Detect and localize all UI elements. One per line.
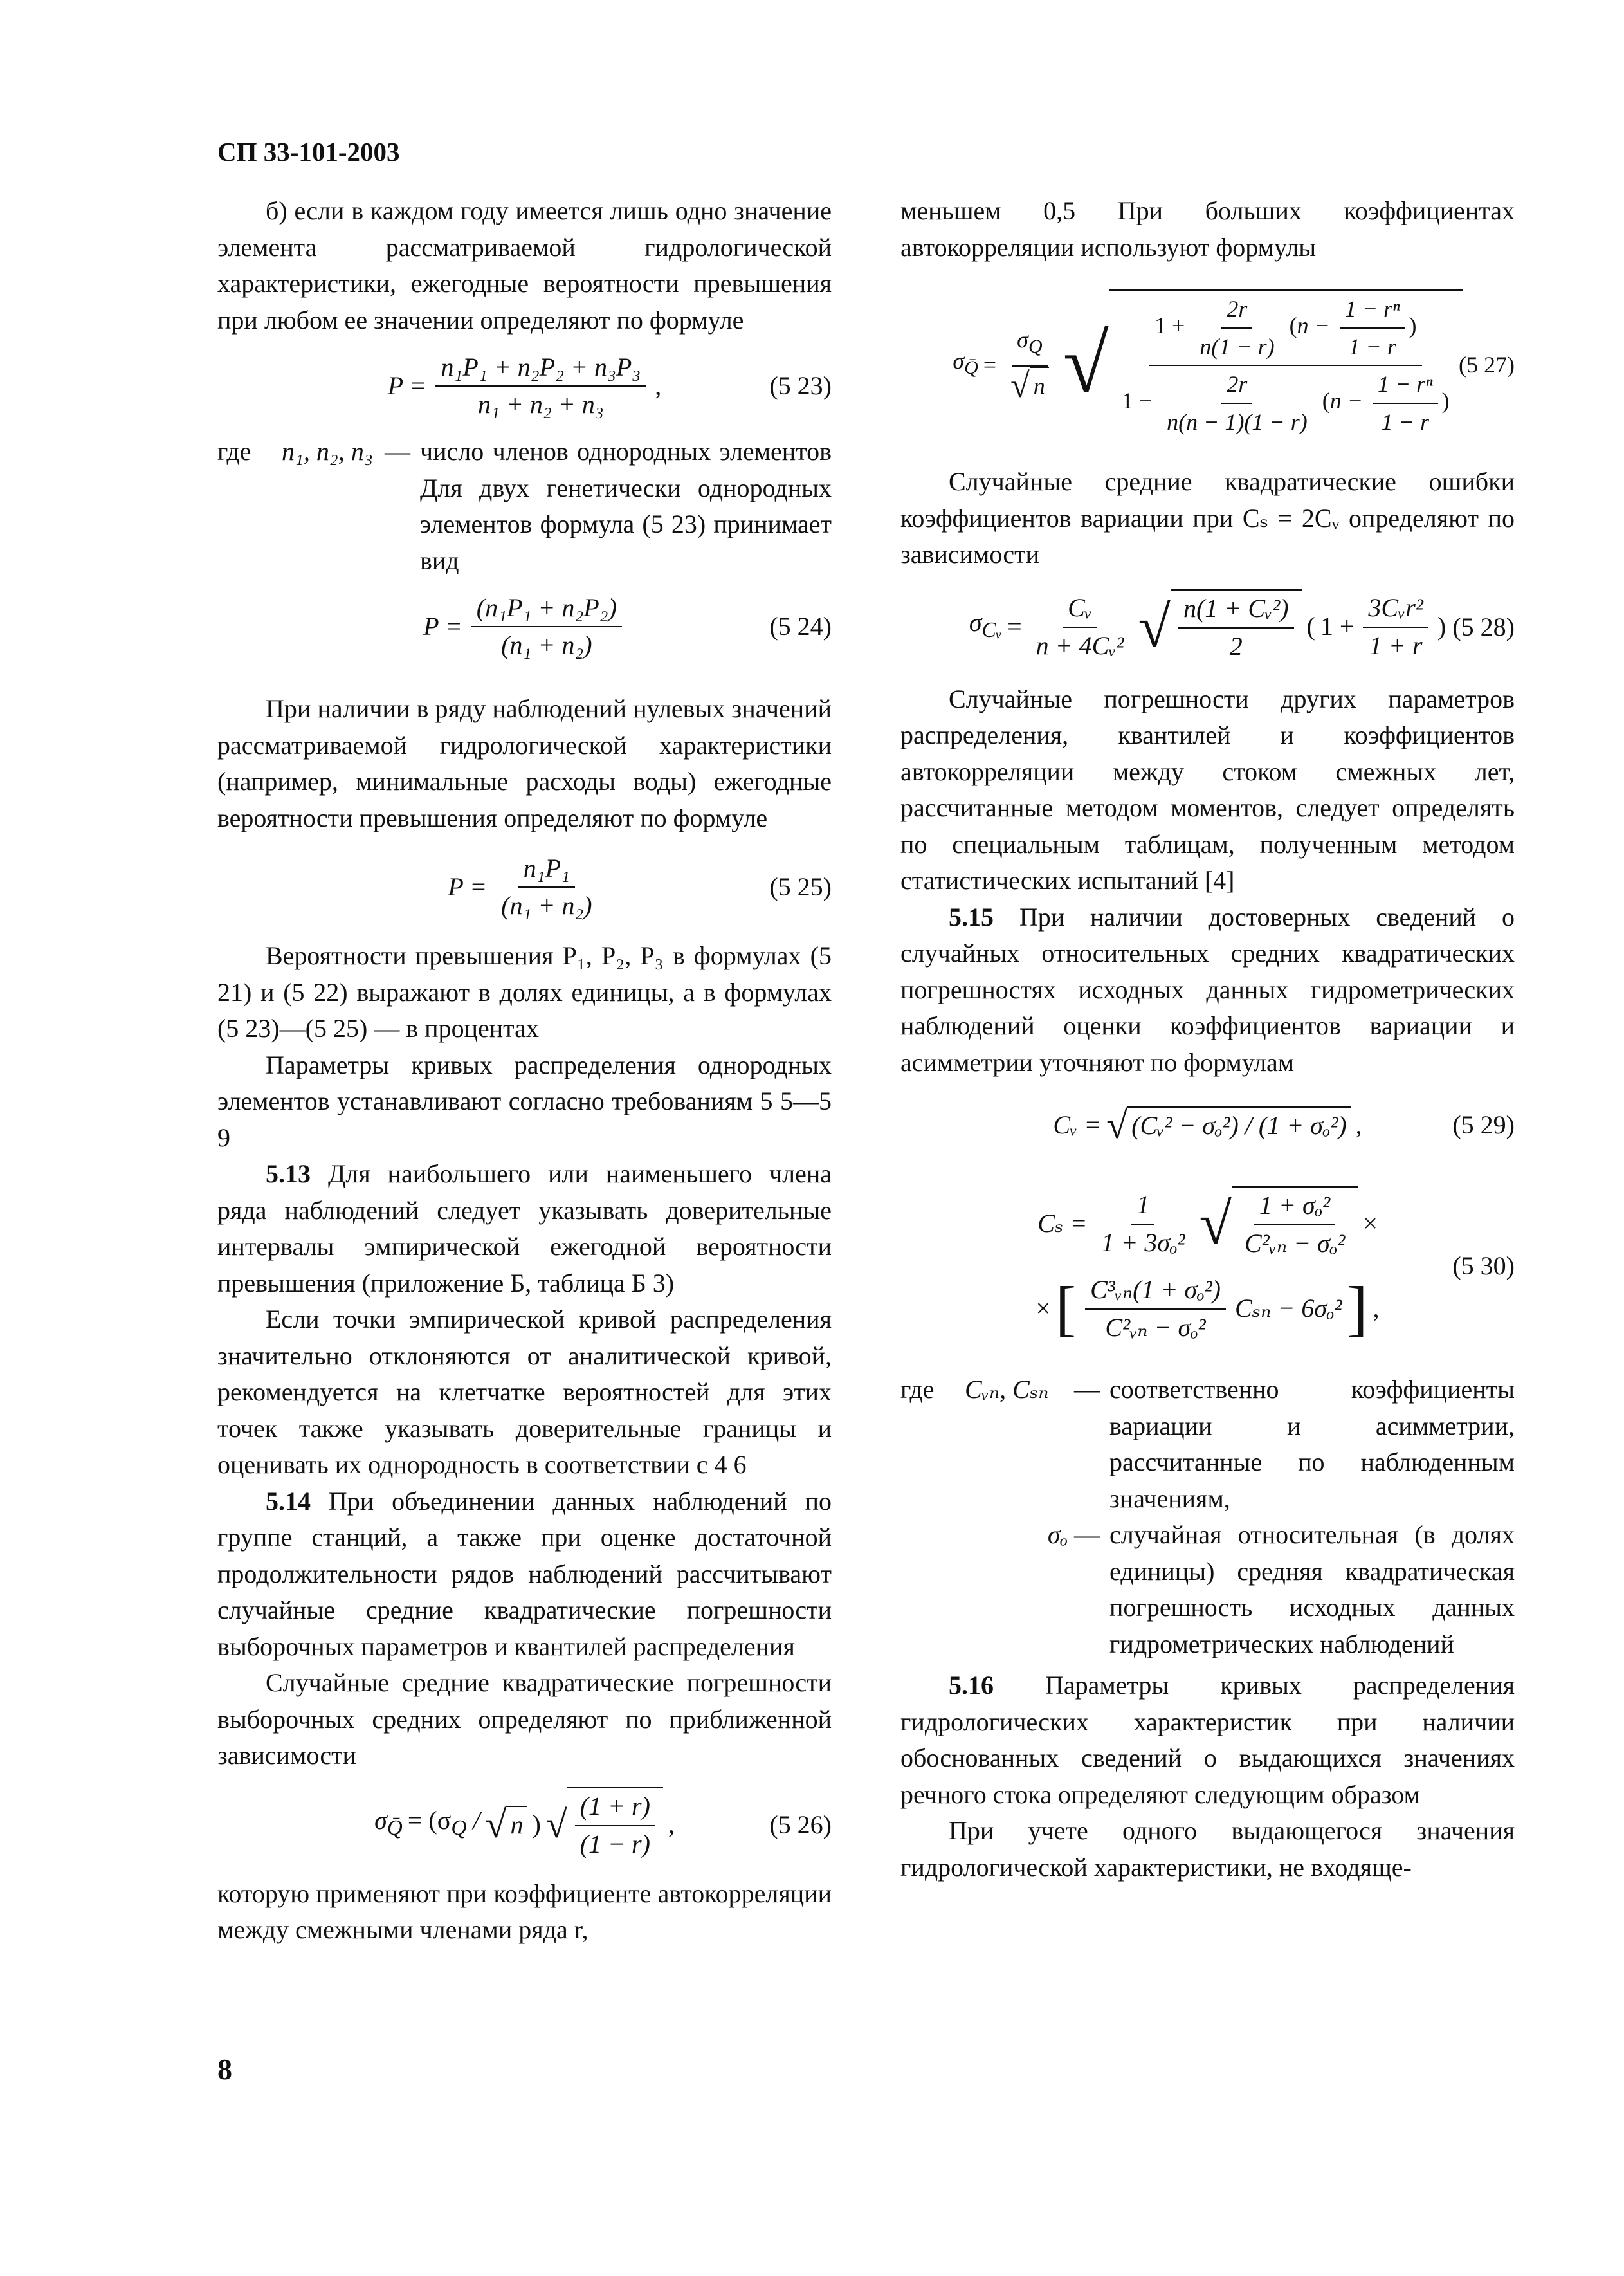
where-symbol: n₁, n₂, n₃ xyxy=(282,437,373,466)
paragraph: При учете одного выдающегося значения гидрологической характеристики, не входяще- xyxy=(900,1816,1515,1882)
eq-lhs: Cᵥ = xyxy=(1053,1110,1102,1139)
where-word: где xyxy=(900,1375,935,1404)
where-dash: — xyxy=(385,437,410,466)
equation-5-28: $\sigma_{Cᵥ}$ = $\frac{\text{Cᵥ}}{\text{n + 4Cᵥ²}}$ √ $\frac{\text{n(1 + Cᵥ²)}}{2}$ ( 1 + $\frac{\text{3Cᵥr²}}{1 + r}$ ) (5 28) xyxy=(900,582,1515,672)
section-text: При объединении данных наблюдений по группе станций, а также при оценке достаточной продолжительности рядов наблюдений рассчитывают случайные средние квадратические погрешности выборочных параметров и квантилей распределения xyxy=(217,1486,832,1661)
eq-lhs: $\sigma_{Cᵥ}$ xyxy=(969,608,1003,643)
eq-numerator: n₁P₁ + n₂P₂ + n₃P₃ xyxy=(435,349,646,387)
equation-5-30 xyxy=(900,1170,1515,1363)
eq-numerator: (1 + r) xyxy=(575,1788,655,1826)
eq-numerator: $\sigma_Q$ xyxy=(1012,322,1047,367)
eq-number: (5 26) xyxy=(769,1810,832,1839)
eq-root: √ (Cᵥ² − σₒ²) / (1 + σₒ²) xyxy=(1106,1106,1350,1144)
section-text: Для наибольшего или наименьшего члена ряда наблюдений следует указывать доверительные интервалы эмпирической ежегодной вероятности превышения (приложение Б, таблица Б 3) xyxy=(217,1159,832,1298)
section-text: При наличии достоверных сведений о случайных относительных средних квадратических погрешностях исходных данных гидрометрических наблюдений оценки коэффициентов вариации и асимметрии уточняют по формулам xyxy=(900,902,1515,1077)
section-5-16 xyxy=(900,1667,1515,1813)
paragraph: меньшем 0,5 При больших коэффициентах автокорреляции используют формулы xyxy=(900,196,1515,262)
right-column xyxy=(900,193,1515,1886)
section-text: Параметры кривых распределения гидрологических характеристик при наличии обоснованных сведений о выдающихся значениях речного стока определяют следующим образом xyxy=(900,1671,1515,1809)
eq-root: √ n xyxy=(486,1806,527,1844)
paragraph: Случайные средние квадратические ошибки коэффициентов вариации при Cₛ = 2Cᵥ определяют по зависимости xyxy=(900,467,1515,569)
eq-denominator: √ n xyxy=(1005,367,1054,408)
eq-fraction xyxy=(471,590,622,664)
equation-5-23 xyxy=(217,347,832,425)
eq-numerator: 1 + $\frac{2r}{n(1 - r)}$ (n − $\frac{\text{1 − rⁿ}}{1 - r}$ ) xyxy=(1149,291,1422,366)
eq-root: √ $\frac{(1 + r)}{(1 - r)}$ xyxy=(546,1787,663,1862)
paragraph: При наличии в ряду наблюдений нулевых значений рассматриваемой гидрологической характеристики (например, минимальные расходы воды) ежегодные вероятности превышения определяют по формуле xyxy=(217,694,832,832)
eq-punct: , xyxy=(1355,1110,1362,1139)
eq-close: ) xyxy=(532,1810,541,1839)
eq-equals: = xyxy=(983,351,997,378)
section-number: 5.13 xyxy=(266,1159,311,1188)
eq-numerator: n₁P₁ xyxy=(518,850,575,888)
where-dash: — xyxy=(1074,1520,1100,1549)
where-legend xyxy=(900,1372,1515,1662)
page-number: 8 xyxy=(217,2053,232,2086)
eq-lhs: $\sigma_{Q̄}$ xyxy=(374,1806,403,1840)
eq-mid: = ($\sigma_Q$ / xyxy=(407,1806,480,1840)
where-word: где xyxy=(217,437,251,466)
eq-denominator: 2 xyxy=(1229,631,1243,661)
equation-5-24 xyxy=(217,588,832,665)
eq-denominator: n + 4Cᵥ² xyxy=(1036,630,1124,660)
eq-lhs: P = xyxy=(448,872,488,901)
eq-punct: , xyxy=(668,1810,675,1839)
where-legend xyxy=(217,434,832,579)
paragraph: Случайные средние квадратические погрешности выборочных средних определяют по приближенной зависимости xyxy=(217,1668,832,1770)
eq-fraction xyxy=(1005,322,1054,407)
equation-5-29 xyxy=(900,1090,1515,1161)
eq-number: (5 25) xyxy=(769,872,832,901)
where-text: число членов однородных элементов Для двух генетически однородных элементов формула (5 23) принимает вид xyxy=(420,437,832,575)
paragraph: Вероятности превышения P₁, P₂, P₃ в формулах (5 21) и (5 22) выражают в долях единицы, а в формулах (5 23)—(5 25) — в процентах xyxy=(217,941,832,1043)
section-5-14 xyxy=(217,1483,832,1666)
eq-fraction: $\frac{\text{3Cᵥr²}}{1 + r}$ xyxy=(1363,590,1428,664)
paragraph: которую применяют при коэффициенте автокорреляции между смежными членами ряда r, xyxy=(217,1878,832,1944)
where-dash: — xyxy=(1074,1375,1100,1404)
where-symbol: Cᵥₙ, Cₛₙ xyxy=(965,1375,1049,1404)
eq-denominator: 1 − $\frac{2r}{n(n - 1)(1 - r)}$ (n − $\frac{\text{1 − rⁿ}}{1 - r}$ ) xyxy=(1117,366,1455,440)
eq-denominator: n₁ + n₂ + n₃ xyxy=(478,390,604,419)
paragraph: Случайные погрешности других параметров распределения, квантилей и коэффициентов автокорреляции между стоком смежных лет, рассчитанные методом моментов, следует определять по специальным таблицам, полученным методом статистических испытаний [4] xyxy=(900,684,1515,895)
eq-number: (5 24) xyxy=(769,611,832,641)
section-5-13 xyxy=(217,1156,832,1301)
eq-numerator: Cᵥ xyxy=(1063,590,1097,628)
eq-line-1: Cₛ = $\frac{1}{\text{1 + 3σₒ²}}$ √ $\frac{\text{1 + σₒ²}}{\text{C²ᵥₙ − σₒ²}}$ × xyxy=(1037,1186,1378,1262)
section-number: 5.15 xyxy=(949,902,994,932)
eq-fraction xyxy=(1031,590,1129,664)
eq-root: √ 1 + $\frac{2r}{n(1 - r)}$ (n − $\frac{\text{1 − rⁿ}}{1 - r}$ ) 1 − $\frac{2r}{n(n - 1)(1 - r)}$ (n − $\frac{\text{1 − rⁿ}}{1 - r}$ ) xyxy=(1063,289,1463,440)
running-header: СП 33-101-2003 xyxy=(217,137,400,167)
eq-term: 1 + xyxy=(1320,612,1355,641)
where-symbol: σₒ xyxy=(1047,1520,1068,1549)
paragraph: Если точки эмпирической кривой распределения значительно отклоняются от аналитической кривой, рекомендуется на клетчатке вероятностей для этих точек также указывать доверительные границы и оценивать их однородность в соответствии с 4 6 xyxy=(217,1305,832,1479)
paragraph: б) если в каждом году имеется лишь одно значение элемента рассматриваемой гидрологической характеристики, ежегодные вероятности превышения при любом ее значении определяют по формуле xyxy=(217,196,832,335)
eq-number: (5 28) xyxy=(1452,612,1515,641)
equation-5-27 xyxy=(900,275,1515,455)
eq-lhs: P = xyxy=(423,611,462,641)
eq-equals: = xyxy=(1007,612,1022,641)
eq-numerator: (n₁P₁ + n₂P₂) xyxy=(471,590,622,628)
eq-number: (5 27) xyxy=(1459,351,1515,378)
where-text: соответственно коэффициенты вариации и асимметрии, рассчитанные по наблюденным значениям, xyxy=(1109,1375,1515,1513)
section-number: 5.16 xyxy=(949,1671,994,1700)
eq-denominator: (n₁ + n₂) xyxy=(501,891,592,920)
where-text: случайная относительная (в долях единицы) средняя квадратическая погрешность исходных данных гидрометрических наблюдений xyxy=(1109,1520,1515,1658)
section-5-15 xyxy=(900,899,1515,1081)
eq-root: √ $\frac{\text{n(1 + Cᵥ²)}}{2}$ xyxy=(1138,589,1302,665)
equation-5-26 xyxy=(217,1783,832,1867)
eq-big-fraction xyxy=(1117,291,1455,440)
eq-lhs: $\sigma_{Q̄}$ xyxy=(953,348,978,379)
paragraph: Параметры кривых распределения однородных элементов устанавливают согласно требованиям 5 5—5 9 xyxy=(217,1050,832,1152)
equation-5-25 xyxy=(217,845,832,929)
eq-fraction xyxy=(575,1788,655,1862)
eq-fraction xyxy=(435,349,646,423)
eq-denominator: (n₁ + n₂) xyxy=(501,630,592,659)
eq-numerator: n(1 + Cᵥ²) xyxy=(1178,591,1294,629)
left-column xyxy=(217,193,832,1949)
eq-denominator: (1 − r) xyxy=(579,1829,650,1858)
eq-number: (5 29) xyxy=(1452,1110,1515,1139)
eq-line-2: × [ $\frac{\text{C³ᵥₙ(1 + σₒ²)}}{\text{C²ᵥₙ − σₒ²}}$ Cₛₙ − 6σₒ² ] , xyxy=(1036,1272,1380,1346)
eq-fraction xyxy=(496,850,597,924)
eq-number: (5 30) xyxy=(1452,1251,1515,1280)
eq-punct: , xyxy=(655,371,662,400)
section-number: 5.14 xyxy=(266,1486,311,1516)
eq-number: (5 23) xyxy=(769,371,832,400)
eq-lhs: P = xyxy=(387,371,427,400)
